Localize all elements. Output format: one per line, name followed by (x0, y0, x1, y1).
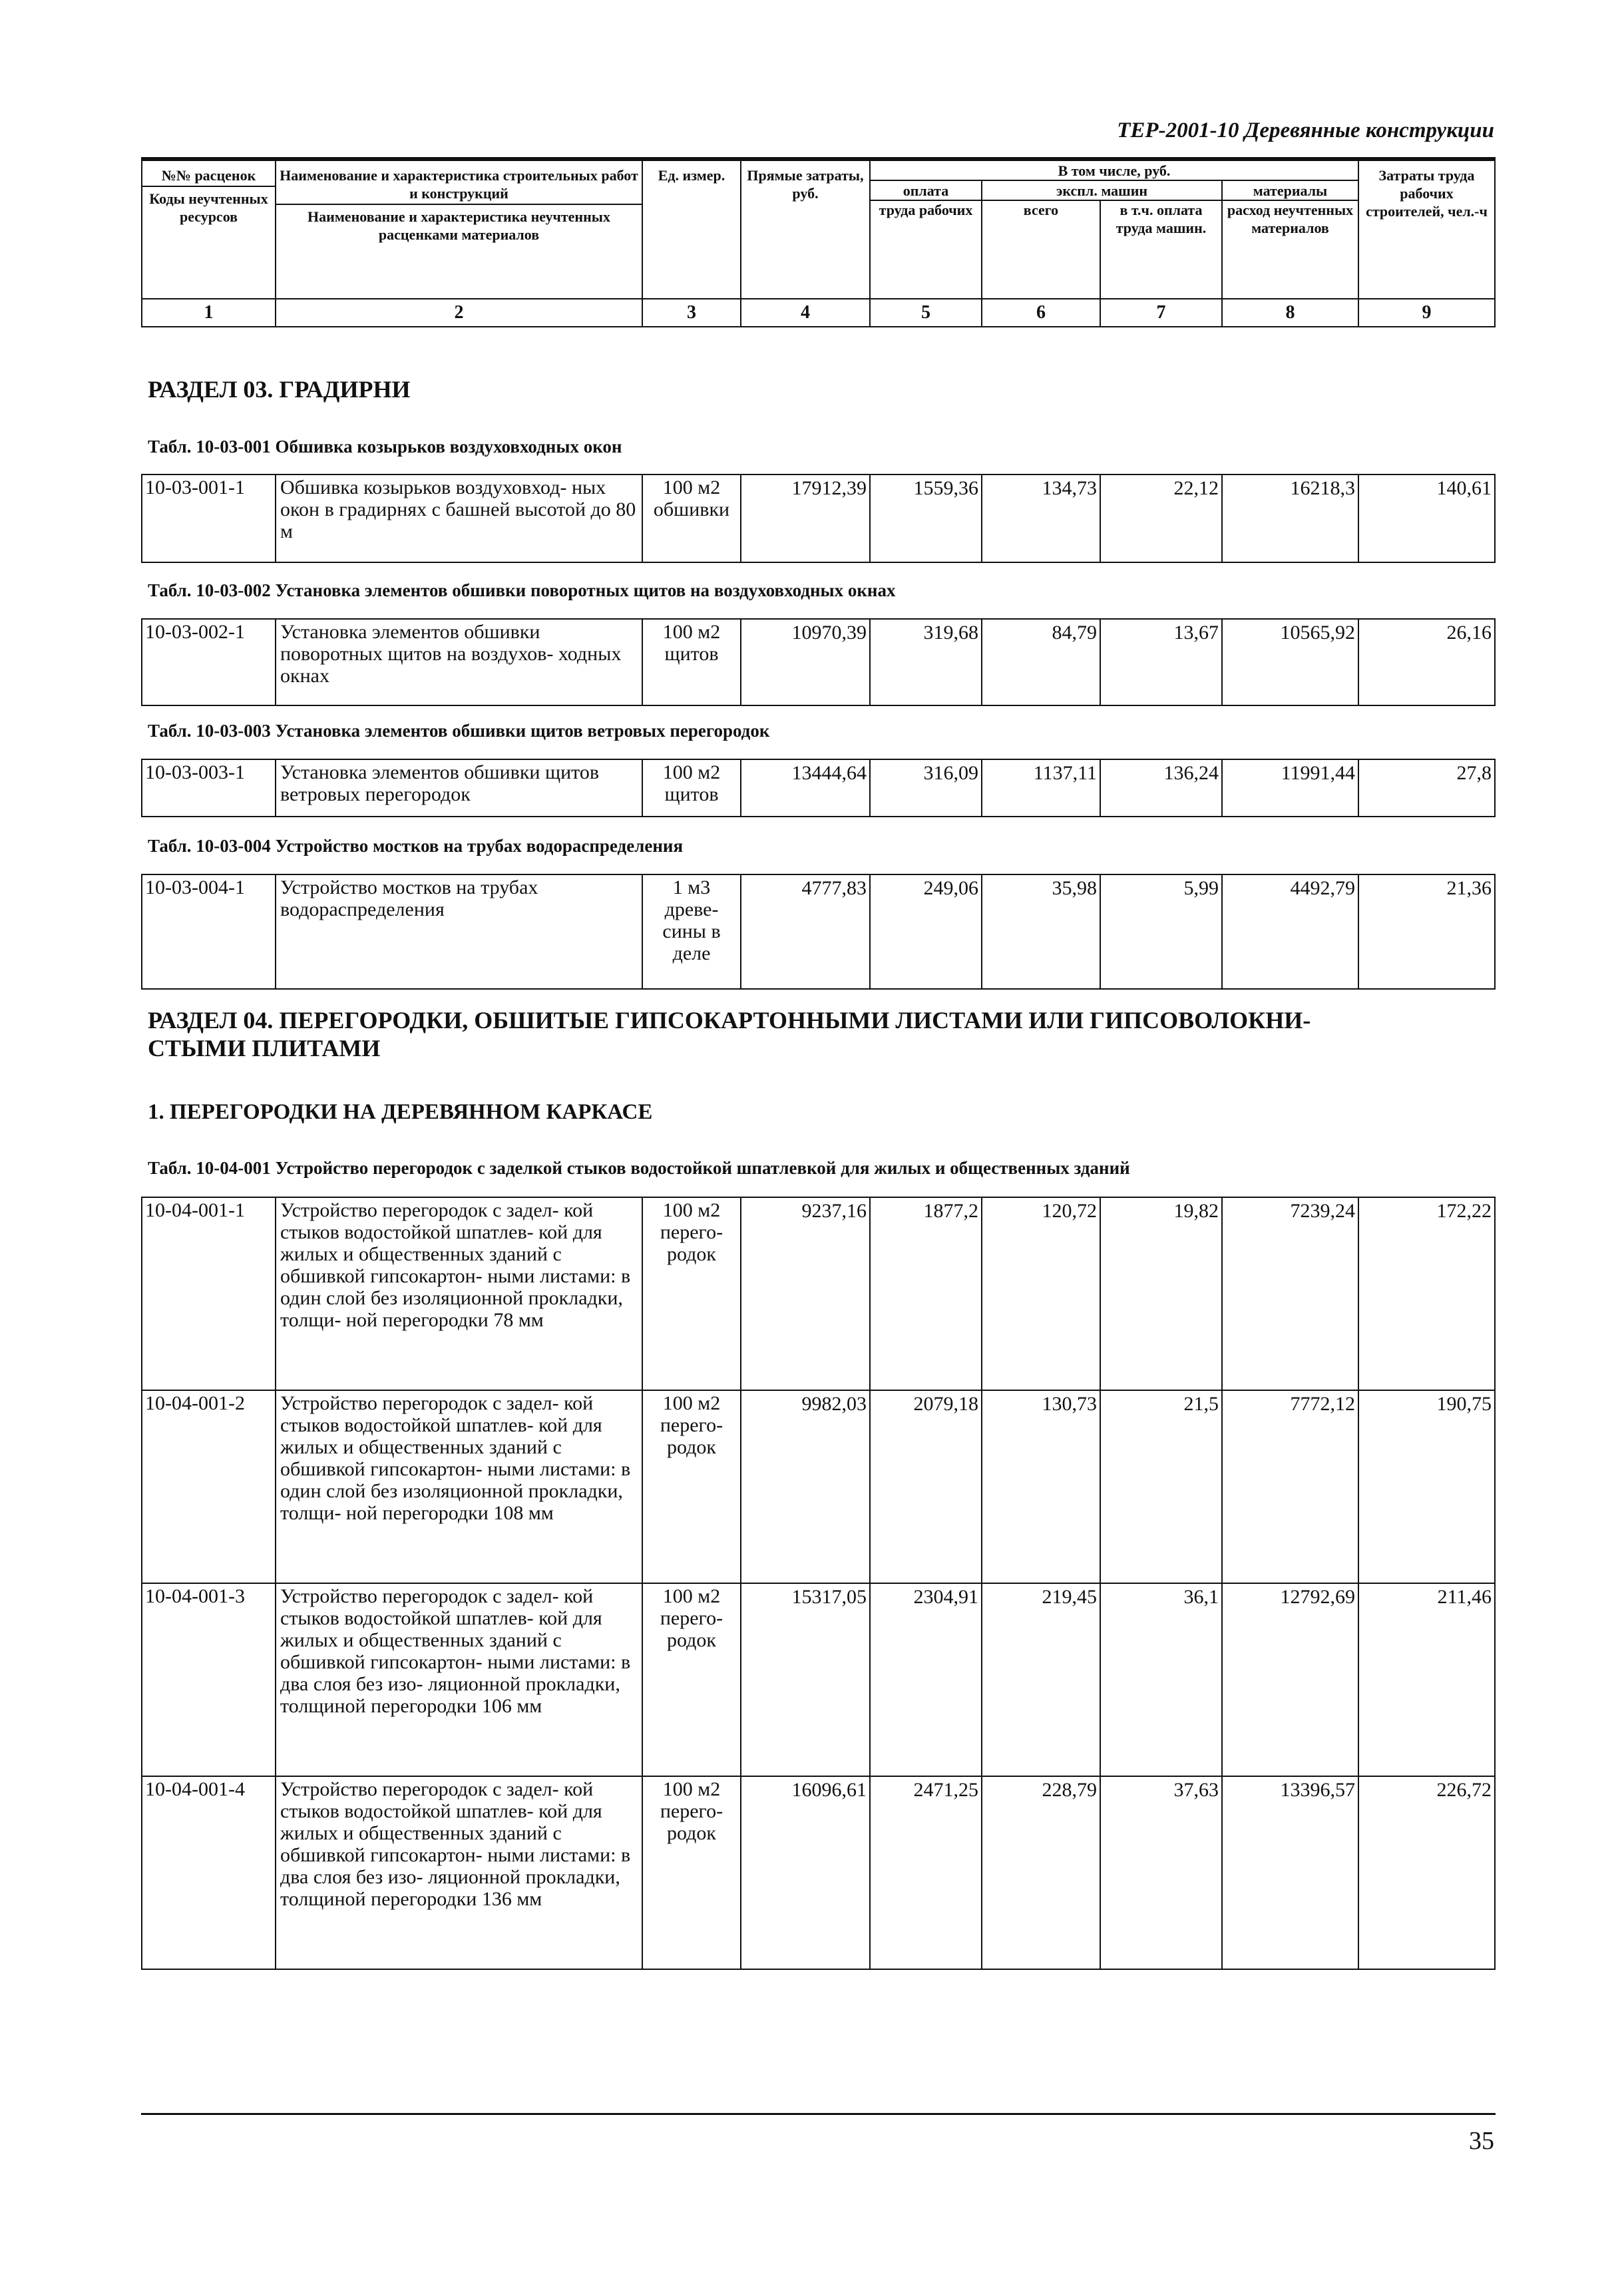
labor-wages: 316,09 (870, 759, 982, 817)
direct-costs: 10970,39 (741, 619, 870, 705)
rate-code: 10-04-001-3 (142, 1583, 276, 1776)
section-04-title: РАЗДЕЛ 04. ПЕРЕГОРОДКИ, ОБШИТЫЕ ГИПСОКАРТОННЫМИ ЛИСТАМИ ИЛИ ГИПСОВОЛОКНИ- (148, 1007, 1311, 1034)
machine-total: 84,79 (982, 619, 1100, 705)
machine-labor: 136,24 (1100, 759, 1222, 817)
table-row (142, 619, 1495, 705)
labor-hours: 140,61 (1358, 475, 1495, 562)
table-title: Табл. 10-03-001 Обшивка козырьков воздуховходных окон (148, 437, 622, 457)
machine-labor: 5,99 (1100, 874, 1222, 989)
header-col-code: №№ расценок Коды неучтенных ресурсов (142, 160, 276, 299)
machine-total: 35,98 (982, 874, 1100, 989)
table-title: Табл. 10-03-002 Установка элементов обшивки поворотных щитов на воздуховходных окнах (148, 580, 896, 600)
rate-code: 10-03-002-1 (142, 619, 276, 705)
labor-hours: 26,16 (1358, 619, 1495, 705)
machine-total: 120,72 (982, 1197, 1100, 1390)
table-row (142, 1776, 1495, 1969)
rate-code: 10-03-001-1 (142, 475, 276, 562)
header-col-labor-top: оплата (870, 180, 982, 200)
table-row (142, 1197, 1495, 1390)
direct-costs: 17912,39 (741, 475, 870, 562)
col-number: 2 (276, 299, 642, 327)
rate-unit: 100 м2 перего- родок (642, 1776, 741, 1969)
rate-table (141, 474, 1496, 563)
header-col-direct: Прямые затраты, руб. (741, 160, 870, 299)
header-machines: экспл. машин (982, 180, 1222, 200)
labor-wages: 2079,18 (870, 1390, 982, 1583)
direct-costs: 9237,16 (741, 1197, 870, 1390)
machine-total: 1137,11 (982, 759, 1100, 817)
machine-labor: 37,63 (1100, 1776, 1222, 1969)
labor-wages: 2304,91 (870, 1583, 982, 1776)
rate-unit: 100 м2 перего- родок (642, 1197, 741, 1390)
direct-costs: 13444,64 (741, 759, 870, 817)
materials-cost: 4492,79 (1222, 874, 1358, 989)
rate-unit: 100 м2 перего- родок (642, 1390, 741, 1583)
rate-unit: 100 м2 щитов (642, 759, 741, 817)
rate-name: Обшивка козырьков воздуховход- ных окон в градирнях с башней высотой до 80 м (276, 475, 642, 562)
header-col-name: Наименование и характеристика строительных работ и конструкций Наименование и характеристика неучтенных расценками материалов (276, 160, 642, 299)
table-row (142, 759, 1495, 817)
labor-hours: 21,36 (1358, 874, 1495, 989)
machine-total: 219,45 (982, 1583, 1100, 1776)
col-number: 4 (741, 299, 870, 327)
rate-unit: 100 м2 щитов (642, 619, 741, 705)
labor-hours: 190,75 (1358, 1390, 1495, 1583)
direct-costs: 16096,61 (741, 1776, 870, 1969)
rate-code: 10-03-004-1 (142, 874, 276, 989)
machine-total: 134,73 (982, 475, 1100, 562)
rate-table (141, 759, 1496, 817)
header-col-mach-labor: в т.ч. оплата труда машин. (1100, 200, 1222, 299)
rate-name: Установка элементов обшивки поворотных щитов на воздухов- ходных окнах (276, 619, 642, 705)
labor-hours: 172,22 (1358, 1197, 1495, 1390)
labor-wages: 249,06 (870, 874, 982, 989)
footer-rule (141, 2113, 1496, 2115)
section-04-title-cont: СТЫМИ ПЛИТАМИ (148, 1035, 381, 1061)
labor-wages: 2471,25 (870, 1776, 982, 1969)
col-number: 3 (642, 299, 741, 327)
table-title: Табл. 10-03-003 Установка элементов обшивки щитов ветровых перегородок (148, 721, 770, 741)
col-number: 8 (1222, 299, 1358, 327)
materials-cost: 11991,44 (1222, 759, 1358, 817)
header-col-unit: Ед. измер. (642, 160, 741, 299)
table-title: Табл. 10-03-004 Устройство мостков на трубах водораспределения (148, 836, 684, 856)
rate-name: Устройство перегородок с задел- кой стыков водостойкой шпатлев- кой для жилых и общественных зданий с обшивкой гипсокартон- ными листами: в два слоя без изо- ляционной прокладки, толщиной перегородки 136 мм (276, 1776, 642, 1969)
materials-cost: 16218,3 (1222, 475, 1358, 562)
header-col-materials: расход неучтенных материалов (1222, 200, 1358, 299)
rate-name: Устройство перегородок с задел- кой стыков водостойкой шпатлев- кой для жилых и общественных зданий с обшивкой гипсокартон- ными листами: в два слоя без изо- ляционной прокладки, толщиной перегородки 106 мм (276, 1583, 642, 1776)
rate-unit: 1 м3 древе- сины в деле (642, 874, 741, 989)
machine-total: 228,79 (982, 1776, 1100, 1969)
materials-cost: 7772,12 (1222, 1390, 1358, 1583)
machine-labor: 19,82 (1100, 1197, 1222, 1390)
rate-unit: 100 м2 перего- родок (642, 1583, 741, 1776)
header-materials: материалы (1222, 180, 1358, 200)
rate-code: 10-03-003-1 (142, 759, 276, 817)
machine-total: 130,73 (982, 1390, 1100, 1583)
header-col-mach-total: всего (982, 200, 1100, 299)
rate-table (141, 1197, 1496, 1970)
machine-labor: 13,67 (1100, 619, 1222, 705)
labor-wages: 1559,36 (870, 475, 982, 562)
rate-name: Установка элементов обшивки щитов ветровых перегородок (276, 759, 642, 817)
direct-costs: 15317,05 (741, 1583, 870, 1776)
table-row (142, 874, 1495, 989)
col-number: 1 (142, 299, 276, 327)
rate-name: Устройство мостков на трубах водораспределения (276, 874, 642, 989)
labor-hours: 226,72 (1358, 1776, 1495, 1969)
rate-name: Устройство перегородок с задел- кой стыков водостойкой шпатлев- кой для жилых и общественных зданий с обшивкой гипсокартон- ными листами: в один слой без изоляционной прокладки, толщи- ной перегородки 108 мм (276, 1390, 642, 1583)
machine-labor: 21,5 (1100, 1390, 1222, 1583)
labor-wages: 1877,2 (870, 1197, 982, 1390)
page-number: 35 (1469, 2127, 1494, 2155)
direct-costs: 9982,03 (741, 1390, 870, 1583)
table-title: Табл. 10-04-001 Устройство перегородок с заделкой стыков водостойкой шпатлевкой для жилых и общественных зданий (148, 1158, 1130, 1178)
rate-table (141, 874, 1496, 990)
materials-cost: 7239,24 (1222, 1197, 1358, 1390)
header-col-labor: труда рабочих (870, 200, 982, 299)
header-col-labor-hours: Затраты труда рабочих строителей, чел.-ч (1358, 160, 1495, 299)
labor-wages: 319,68 (870, 619, 982, 705)
direct-costs: 4777,83 (741, 874, 870, 989)
machine-labor: 36,1 (1100, 1583, 1222, 1776)
rate-code: 10-04-001-2 (142, 1390, 276, 1583)
rate-code: 10-04-001-4 (142, 1776, 276, 1969)
running-head: ТЕР-2001-10 Деревянные конструкции (1117, 118, 1494, 142)
table-row (142, 475, 1495, 562)
subsection-title: 1. ПЕРЕГОРОДКИ НА ДЕРЕВЯННОМ КАРКАСЕ (148, 1100, 653, 1124)
labor-hours: 27,8 (1358, 759, 1495, 817)
rate-name: Устройство перегородок с задел- кой стыков водостойкой шпатлев- кой для жилых и общественных зданий с обшивкой гипсокартон- ными листами: в один слой без изоляционной прокладки, толщи- ной перегородки 78 мм (276, 1197, 642, 1390)
rate-table (141, 618, 1496, 706)
materials-cost: 13396,57 (1222, 1776, 1358, 1969)
labor-hours: 211,46 (1358, 1583, 1495, 1776)
materials-cost: 10565,92 (1222, 619, 1358, 705)
col-number: 5 (870, 299, 982, 327)
rate-unit: 100 м2 обшивки (642, 475, 741, 562)
section-03-title: РАЗДЕЛ 03. ГРАДИРНИ (148, 376, 411, 403)
col-number: 6 (982, 299, 1100, 327)
col-number: 7 (1100, 299, 1222, 327)
col-number: 9 (1358, 299, 1495, 327)
table-row (142, 1583, 1495, 1776)
header-incl: В том числе, руб. (870, 160, 1358, 180)
rate-code: 10-04-001-1 (142, 1197, 276, 1390)
column-header-table (141, 160, 1496, 327)
table-row (142, 1390, 1495, 1583)
materials-cost: 12792,69 (1222, 1583, 1358, 1776)
machine-labor: 22,12 (1100, 475, 1222, 562)
